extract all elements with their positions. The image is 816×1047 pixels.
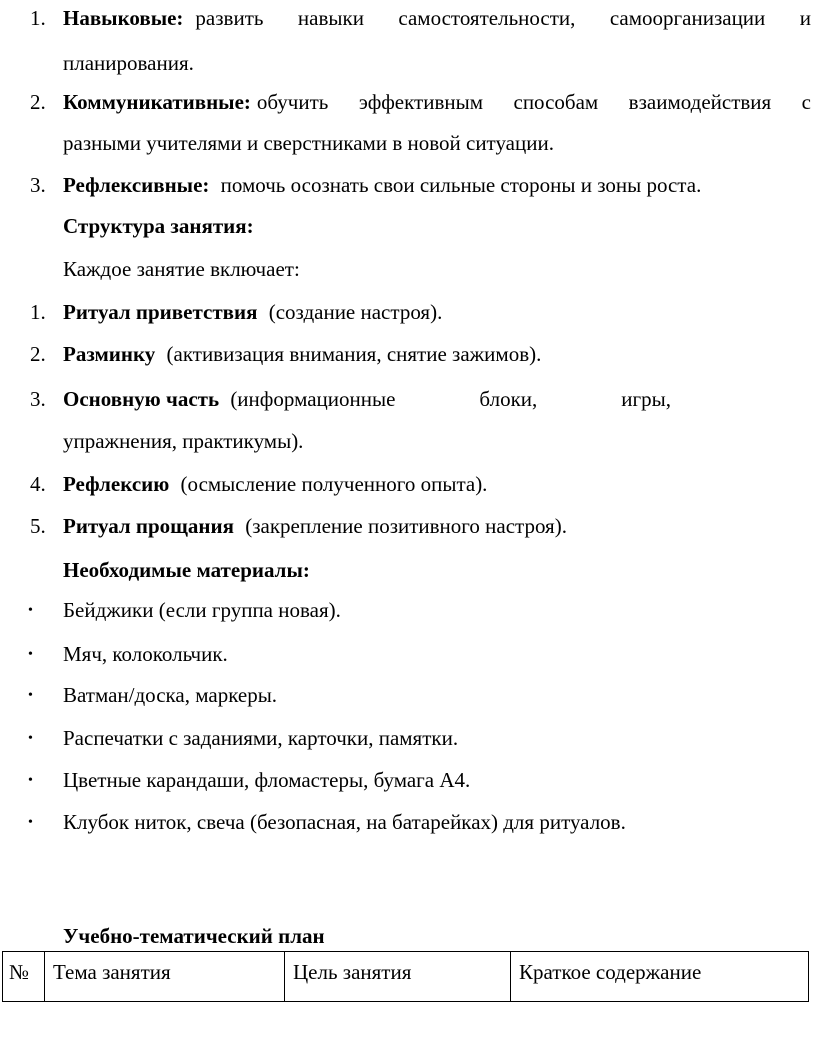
bullet-icon: • (28, 603, 33, 618)
goal-label: Коммуникативные: (63, 90, 251, 114)
material-text: Цветные карандаши, фломастеры, бумага А4. (63, 768, 471, 792)
structure-line (63, 302, 442, 323)
plan-heading: Учебно-тематический план (63, 924, 325, 948)
goal-line (63, 175, 701, 196)
structure-label: Основную часть (63, 387, 220, 411)
material-text: Распечатки с заданиями, карточки, памятки. (63, 726, 459, 750)
goal-number: 1. (30, 6, 46, 30)
materials-heading: Необходимые материалы: (63, 558, 310, 582)
goal-line (63, 8, 811, 29)
structure-text-word: блоки, (479, 387, 538, 411)
structure-line (63, 474, 487, 495)
structure-line (63, 389, 671, 410)
structure-heading: Структура занятия: (63, 214, 254, 238)
column-header-goal: Цель занятия (285, 952, 511, 1002)
structure-text-word: игры, (621, 387, 671, 411)
structure-number: 5. (30, 514, 46, 538)
goal-text: развить навыки самостоятельности, самоорганизации и (195, 6, 811, 30)
material-text: Мяч, колокольчик. (63, 642, 228, 666)
goal-text: обучить эффективным способам взаимодействия с (256, 90, 811, 114)
structure-label: Разминку (63, 342, 156, 366)
bullet-icon: • (28, 731, 33, 746)
bullet-icon: • (28, 815, 33, 830)
structure-intro: Каждое занятие включает: (63, 257, 300, 281)
structure-text: (активизация внимания, снятие зажимов). (166, 342, 542, 366)
column-header-topic: Тема занятия (45, 952, 285, 1002)
goal-text: помочь осознать свои сильные стороны и зоны роста. (220, 173, 702, 197)
material-text: Ватман/доска, маркеры. (63, 683, 278, 707)
structure-label: Рефлексию (63, 472, 170, 496)
goal-text-line2: разными учителями и сверстниками в новой ситуации. (63, 131, 554, 155)
structure-number: 3. (30, 387, 46, 411)
column-header-number: № (3, 952, 45, 1002)
goal-number: 3. (30, 173, 46, 197)
bullet-icon: • (28, 647, 33, 662)
structure-text: (закрепление позитивного настроя). (245, 514, 567, 538)
structure-number: 1. (30, 300, 46, 324)
goal-number: 2. (30, 90, 46, 114)
goal-line (63, 92, 811, 113)
structure-text-line2: упражнения, практикумы). (63, 429, 304, 453)
structure-text-word: (информационные (230, 387, 396, 411)
table-header-row (3, 952, 809, 1002)
plan-table (2, 951, 809, 1002)
goal-text-line2: планирования. (63, 51, 194, 75)
structure-label: Ритуал прощания (63, 514, 234, 538)
structure-label: Ритуал приветствия (63, 300, 258, 324)
bullet-icon: • (28, 773, 33, 788)
material-text: Клубок ниток, свеча (безопасная, на батарейках) для ритуалов. (63, 810, 626, 834)
structure-number: 2. (30, 342, 46, 366)
structure-line (63, 516, 567, 537)
structure-number: 4. (30, 472, 46, 496)
structure-text: (осмысление полученного опыта). (180, 472, 488, 496)
structure-line-lead (63, 389, 395, 410)
goal-label: Рефлексивные: (63, 173, 210, 197)
material-text: Бейджики (если группа новая). (63, 598, 341, 622)
structure-text: (создание настроя). (268, 300, 443, 324)
column-header-summary: Краткое содержание (511, 952, 809, 1002)
bullet-icon: • (28, 688, 33, 703)
goal-label: Навыковые: (63, 6, 184, 30)
structure-line (63, 344, 541, 365)
